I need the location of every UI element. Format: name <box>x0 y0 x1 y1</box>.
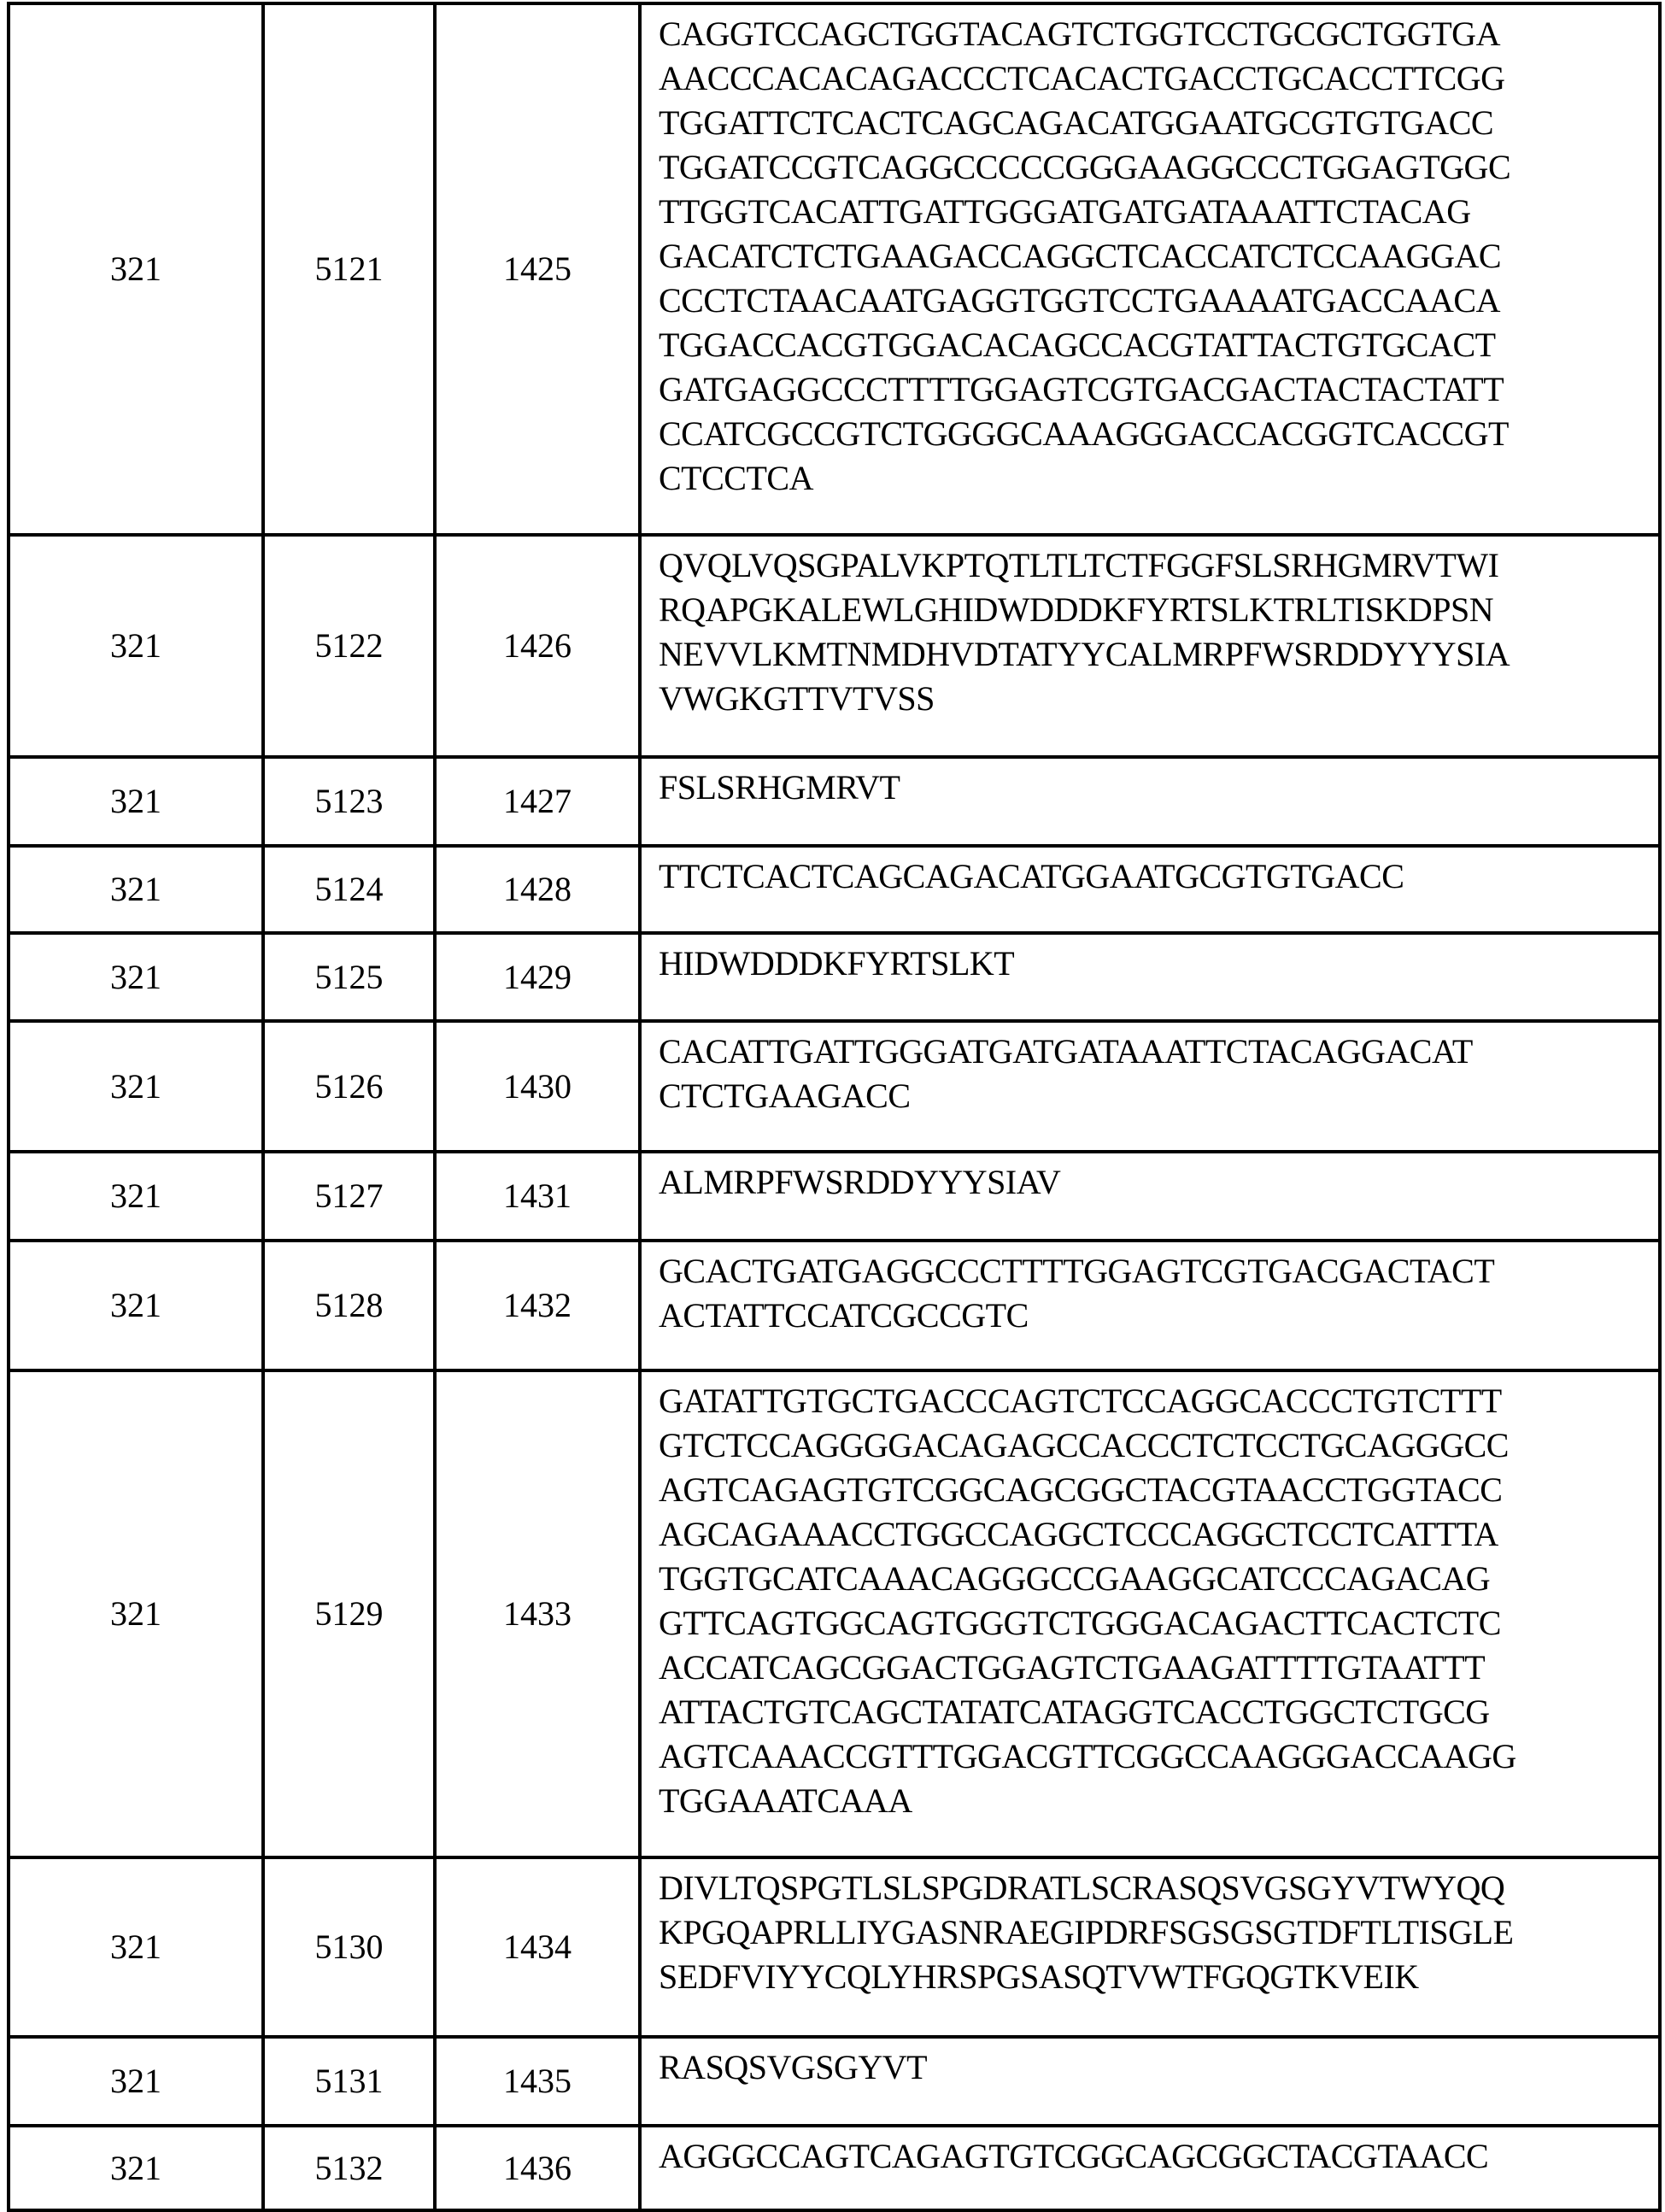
table-row <box>9 2126 1660 2210</box>
table-row <box>9 1021 1660 1152</box>
seq-id-cell: 5127 <box>263 1152 435 1241</box>
ref-number-cell: 1436 <box>435 2126 640 2210</box>
sequence-cell: DIVLTQSPGTLSLSPGDRATLSCRASQSVGSGYVTWYQQ KPGQAPRLLIYGASNRAEGIPDRFSGSGSGTDFTLTISGLE SEDFVIYYCQLYHRSPGSASQTVWTFGQGTKVEIK <box>640 1857 1660 2037</box>
ref-number-cell: 1430 <box>435 1021 640 1152</box>
seq-id-cell: 5125 <box>263 933 435 1021</box>
sequence-table-body <box>9 3 1660 2210</box>
seq-id-cell: 5122 <box>263 535 435 757</box>
table-row <box>9 535 1660 757</box>
seq-id-cell: 5123 <box>263 757 435 846</box>
sequence-cell: ALMRPFWSRDDYYYSIAV <box>640 1152 1660 1241</box>
sequence-cell: RASQSVGSGYVT <box>640 2037 1660 2126</box>
seq-id-cell: 5128 <box>263 1241 435 1370</box>
ref-number-cell: 1427 <box>435 757 640 846</box>
sequence-table <box>7 2 1662 2212</box>
seq-id-cell: 5126 <box>263 1021 435 1152</box>
ref-number-cell: 1429 <box>435 933 640 1021</box>
ref-number-cell: 1434 <box>435 1857 640 2037</box>
seq-id-cell: 5121 <box>263 3 435 535</box>
table-id-cell: 321 <box>9 1857 263 2037</box>
ref-number-cell: 1425 <box>435 3 640 535</box>
table-id-cell: 321 <box>9 2126 263 2210</box>
sequence-cell: HIDWDDDKFYRTSLKT <box>640 933 1660 1021</box>
sequence-cell: QVQLVQSGPALVKPTQTLTLTCTFGGFSLSRHGMRVTWI RQAPGKALEWLGHIDWDDDKFYRTSLKTRLTISKDPSN NEVVLKMTNMDHVDTATYYCALMRPFWSRDDYYYSIA VWGKGTTVTVSS <box>640 535 1660 757</box>
table-id-cell: 321 <box>9 1152 263 1241</box>
sequence-cell: TTCTCACTCAGCAGACATGGAATGCGTGTGACC <box>640 846 1660 933</box>
seq-id-cell: 5124 <box>263 846 435 933</box>
table-id-cell: 321 <box>9 2037 263 2126</box>
table-row <box>9 1370 1660 1857</box>
ref-number-cell: 1432 <box>435 1241 640 1370</box>
sequence-cell: FSLSRHGMRVT <box>640 757 1660 846</box>
sequence-cell: CACATTGATTGGGATGATGATAAATTCTACAGGACAT CTCTGAAGACC <box>640 1021 1660 1152</box>
ref-number-cell: 1426 <box>435 535 640 757</box>
seq-id-cell: 5132 <box>263 2126 435 2210</box>
table-id-cell: 321 <box>9 933 263 1021</box>
ref-number-cell: 1435 <box>435 2037 640 2126</box>
sequence-cell: GCACTGATGAGGCCCTTTTGGAGTCGTGACGACTACT ACTATTCCATCGCCGTC <box>640 1241 1660 1370</box>
table-row <box>9 757 1660 846</box>
table-row <box>9 1152 1660 1241</box>
table-id-cell: 321 <box>9 1241 263 1370</box>
table-row <box>9 933 1660 1021</box>
table-row <box>9 846 1660 933</box>
table-id-cell: 321 <box>9 1370 263 1857</box>
ref-number-cell: 1428 <box>435 846 640 933</box>
table-id-cell: 321 <box>9 535 263 757</box>
table-id-cell: 321 <box>9 3 263 535</box>
ref-number-cell: 1433 <box>435 1370 640 1857</box>
seq-id-cell: 5130 <box>263 1857 435 2037</box>
ref-number-cell: 1431 <box>435 1152 640 1241</box>
table-id-cell: 321 <box>9 1021 263 1152</box>
sequence-cell: GATATTGTGCTGACCCAGTCTCCAGGCACCCTGTCTTT GTCTCCAGGGGACAGAGCCACCCTCTCCTGCAGGGCC AGTCAGAGTGTCGGCAGCGGCTACGTAACCTGGTACC AGCAGAAACCTGGCCAGGCTCCCAGGCTCCTCATTTA TGGTGCATCAAACAGGGCCGAAGGCATCCCAGACAG GTTCAGTGGCAGTGGGTCTGGGACAGACTTCACTCTC ACCATCAGCGGACTGGAGTCTGAAGATTTTGTAATTT ATTACTGTCAGCTATATCATAGGTCACCTGGCTCTGCG AGTCAAACCGTTTGGACGTTCGGCCAAGGGACCAAGG TGGAAATCAAA <box>640 1370 1660 1857</box>
table-row <box>9 1241 1660 1370</box>
table-id-cell: 321 <box>9 757 263 846</box>
seq-id-cell: 5131 <box>263 2037 435 2126</box>
table-id-cell: 321 <box>9 846 263 933</box>
seq-id-cell: 5129 <box>263 1370 435 1857</box>
table-row <box>9 1857 1660 2037</box>
table-row <box>9 2037 1660 2126</box>
sequence-cell: AGGGCCAGTCAGAGTGTCGGCAGCGGCTACGTAACC <box>640 2126 1660 2210</box>
table-row <box>9 3 1660 535</box>
sequence-cell: CAGGTCCAGCTGGTACAGTCTGGTCCTGCGCTGGTGA AACCCACACAGACCCTCACACTGACCTGCACCTTCGG TGGATTCTCACTCAGCAGACATGGAATGCGTGTGACC TGGATCCGTCAGGCCCCCGGGAAGGCCCTGGAGTGGC TTGGTCACATTGATTGGGATGATGATAAATTCTACAG GACATCTCTGAAGACCAGGCTCACCATCTCCAAGGAC CCCTCTAACAATGAGGTGGTCCTGAAAATGACCAACA TGGACCACGTGGACACAGCCACGTATTACTGTGCACT GATGAGGCCCTTTTGGAGTCGTGACGACTACTACTATT CCATCGCCGTCTGGGGCAAAGGGACCACGGTCACCGT CTCCTCA <box>640 3 1660 535</box>
